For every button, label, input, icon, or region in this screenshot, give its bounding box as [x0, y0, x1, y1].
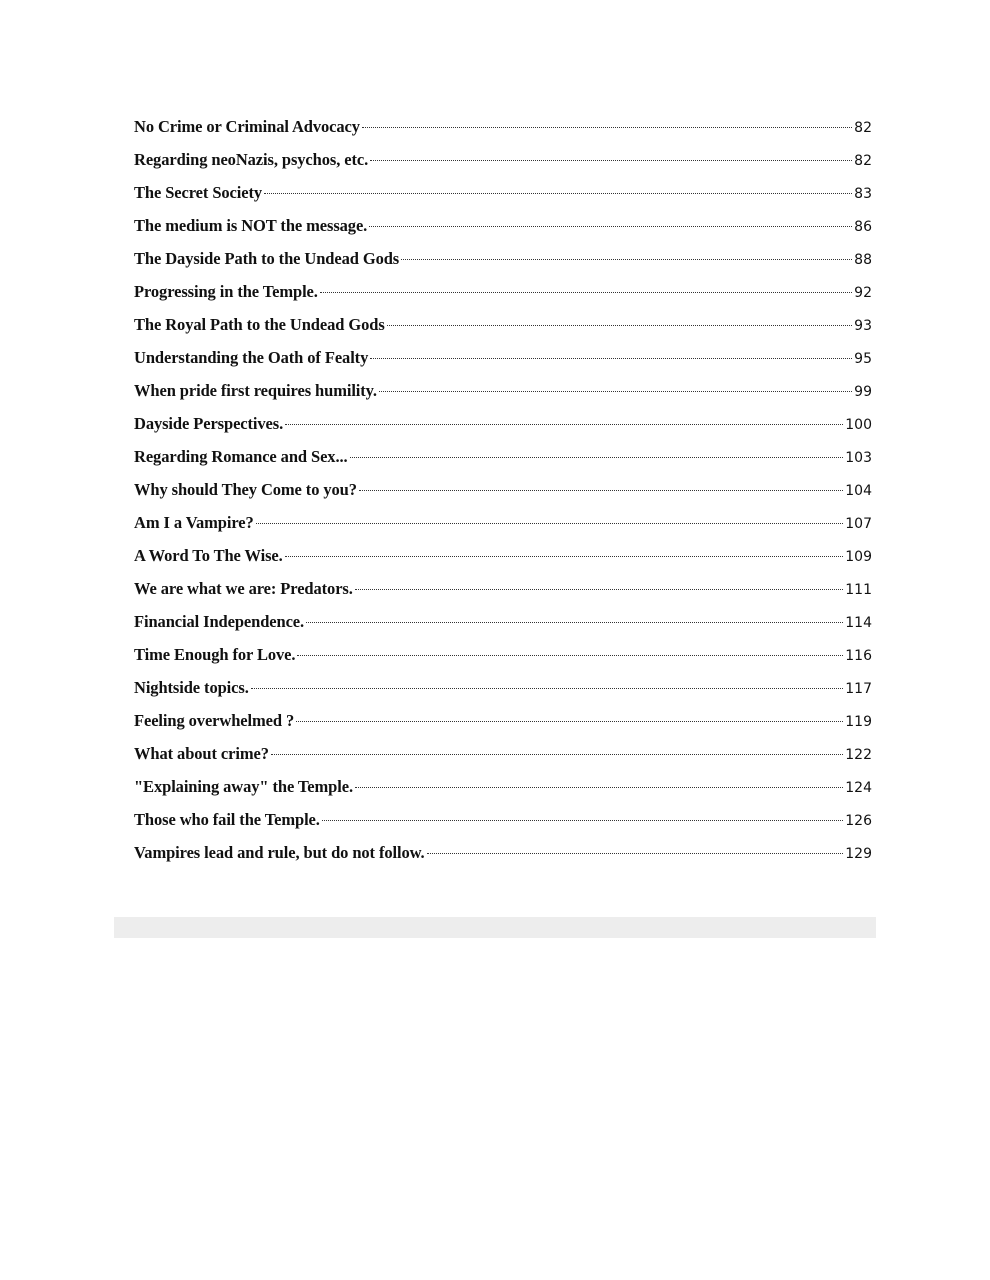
toc-dot-leader	[285, 556, 844, 557]
toc-dot-leader	[271, 754, 843, 755]
toc-entry[interactable]	[134, 477, 872, 510]
toc-entry-page-number: 83	[854, 186, 872, 202]
toc-entry-page-number: 95	[854, 351, 872, 367]
toc-dot-leader	[320, 292, 852, 293]
toc-dot-leader	[401, 259, 852, 260]
toc-dot-leader	[256, 523, 844, 524]
toc-entry-title[interactable]: Time Enough for Love.	[134, 645, 296, 664]
toc-entry[interactable]	[134, 576, 872, 609]
toc-dot-leader	[427, 853, 844, 854]
toc-entry-page-number: 103	[845, 450, 872, 466]
toc-entry[interactable]	[134, 708, 872, 741]
toc-entry-page-number: 82	[854, 153, 872, 169]
toc-entry[interactable]	[134, 642, 872, 675]
toc-entry-title[interactable]: What about crime?	[134, 744, 269, 763]
toc-dot-leader	[350, 457, 844, 458]
toc-entry-page-number: 116	[845, 648, 872, 664]
toc-entry[interactable]	[134, 807, 872, 840]
toc-entry-page-number: 93	[854, 318, 872, 334]
toc-entry[interactable]	[134, 609, 872, 642]
toc-entry-title[interactable]: The Dayside Path to the Undead Gods	[134, 249, 400, 268]
toc-dot-leader	[355, 787, 843, 788]
toc-entry-title[interactable]: Feeling overwhelmed ?	[134, 711, 295, 730]
toc-entry-title[interactable]: The Royal Path to the Undead Gods	[134, 315, 385, 334]
toc-entry-title[interactable]: "Explaining away" the Temple.	[134, 777, 353, 796]
toc-entry-page-number: 119	[845, 714, 872, 730]
toc-entry[interactable]	[134, 312, 872, 345]
toc-entry-title[interactable]: The medium is NOT the message.	[134, 216, 368, 235]
toc-entry[interactable]	[134, 741, 872, 774]
toc-dot-leader	[297, 655, 843, 656]
toc-dot-leader	[379, 391, 852, 392]
toc-dot-leader	[359, 490, 843, 491]
toc-entry[interactable]	[134, 114, 872, 147]
toc-entry-title[interactable]: Those who fail the Temple.	[134, 810, 320, 829]
toc-entry-title[interactable]: We are what we are: Predators.	[134, 579, 353, 598]
toc-dot-leader	[355, 589, 843, 590]
toc-entry-title[interactable]: A Word To The Wise.	[134, 546, 283, 565]
toc-dot-leader	[251, 688, 844, 689]
page-separator-bar	[114, 917, 876, 938]
toc-entry[interactable]	[134, 444, 872, 477]
toc-entry-title[interactable]: Financial Independence.	[134, 612, 305, 631]
toc-entry-page-number: 86	[854, 219, 872, 235]
toc-entry-title[interactable]: When pride first requires humility.	[134, 381, 377, 400]
toc-entry-title[interactable]: Regarding Romance and Sex...	[134, 447, 348, 466]
toc-dot-leader	[370, 358, 852, 359]
toc-entry[interactable]	[134, 213, 872, 246]
toc-entry-page-number: 122	[845, 747, 872, 763]
toc-entry[interactable]	[134, 246, 872, 279]
toc-entry-page-number: 111	[845, 582, 872, 598]
toc-entry-title[interactable]: Dayside Perspectives.	[134, 414, 284, 433]
toc-entry[interactable]	[134, 180, 872, 213]
toc-entry[interactable]	[134, 774, 872, 807]
toc-entry[interactable]	[134, 345, 872, 378]
toc-entry-title[interactable]: Why should They Come to you?	[134, 480, 357, 499]
toc-dot-leader	[264, 193, 852, 194]
toc-entry-title[interactable]: Progressing in the Temple.	[134, 282, 318, 301]
toc-dot-leader	[387, 325, 853, 326]
toc-entry-title[interactable]: Nightside topics.	[134, 678, 249, 697]
toc-entry-page-number: 107	[845, 516, 872, 532]
toc-entry-page-number: 99	[854, 384, 872, 400]
toc-entry-page-number: 82	[854, 120, 872, 136]
toc-entry[interactable]	[134, 543, 872, 576]
toc-entry[interactable]	[134, 840, 872, 873]
toc-dot-leader	[306, 622, 843, 623]
toc-entry-page-number: 124	[845, 780, 872, 796]
toc-entry-title[interactable]: No Crime or Criminal Advocacy	[134, 117, 360, 136]
toc-dot-leader	[370, 160, 852, 161]
toc-entry-page-number: 109	[845, 549, 872, 565]
toc-dot-leader	[285, 424, 843, 425]
toc-entry[interactable]	[134, 147, 872, 180]
toc-dot-leader	[322, 820, 843, 821]
toc-entry-title[interactable]: Regarding neoNazis, psychos, etc.	[134, 150, 369, 169]
toc-dot-leader	[362, 127, 852, 128]
toc-entry-title[interactable]: The Secret Society	[134, 183, 263, 202]
toc-entry-page-number: 88	[854, 252, 872, 268]
table-of-contents	[134, 114, 872, 873]
toc-dot-leader	[369, 226, 852, 227]
toc-entry-page-number: 126	[845, 813, 872, 829]
toc-entry[interactable]	[134, 378, 872, 411]
toc-entry-page-number: 104	[845, 483, 872, 499]
toc-entry-page-number: 117	[845, 681, 872, 697]
toc-entry-title[interactable]: Am I a Vampire?	[134, 513, 254, 532]
toc-entry-page-number: 129	[845, 846, 872, 862]
toc-entry[interactable]	[134, 411, 872, 444]
toc-entry[interactable]	[134, 279, 872, 312]
toc-dot-leader	[296, 721, 843, 722]
toc-entry-title[interactable]: Understanding the Oath of Fealty	[134, 348, 369, 367]
toc-entry[interactable]	[134, 510, 872, 543]
toc-entry-page-number: 100	[845, 417, 872, 433]
toc-entry-page-number: 114	[845, 615, 872, 631]
toc-entry[interactable]	[134, 675, 872, 708]
toc-entry-page-number: 92	[854, 285, 872, 301]
toc-entry-title[interactable]: Vampires lead and rule, but do not follow.	[134, 843, 425, 862]
